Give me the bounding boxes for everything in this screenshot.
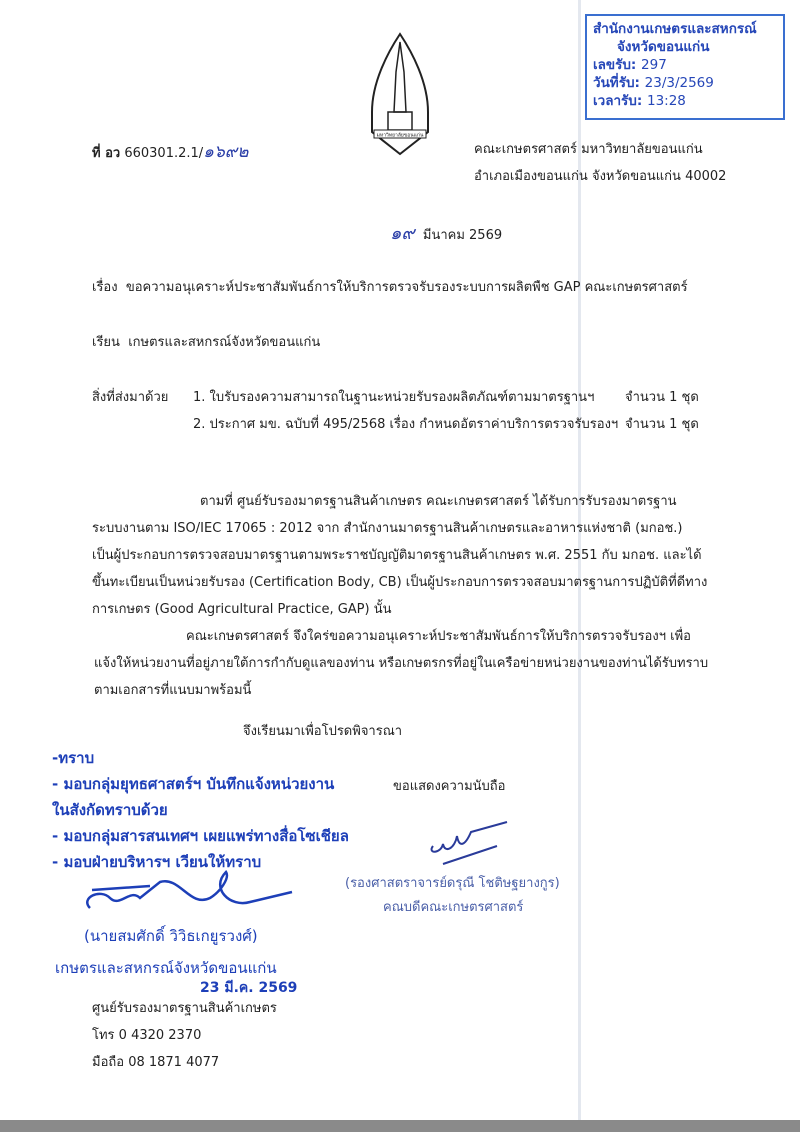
official-name: (นายสมศักดิ์ วิวิธเกยูรวงศ์)	[84, 927, 258, 945]
stamp-receive-time	[593, 92, 777, 110]
enclosures-label: สิ่งที่ส่งมาด้วย	[92, 390, 169, 405]
org-line-1: คณะเกษตรศาสตร์ มหาวิทยาลัยขอนแก่น	[474, 142, 703, 157]
contact-phone: โทร 0 4320 2370	[92, 1028, 202, 1043]
body-p1-line: ขึ้นทะเบียนเป็นหน่วยรับรอง (Certification Body, CB) เป็นผู้ประกอบการตรวจสอบมาตรฐานการปฏิบัติที่ดีทาง	[92, 575, 708, 590]
stamp-receive-no	[593, 56, 777, 74]
stamp-receive-time-value: 13:28	[646, 93, 686, 109]
letter-date-month-year: มีนาคม 2569	[422, 228, 503, 243]
dean-name: (รองศาสตราจารย์ดรุณี โชติษฐยางกูร)	[345, 876, 560, 891]
stamp-receive-date	[593, 74, 777, 92]
body-p1-line: ตามที่ ศูนย์รับรองมาตรฐานสินค้าเกษตร คณะเกษตรศาสตร์ ได้รับการรับรองมาตรฐาน	[200, 494, 677, 509]
stamp-receive-date-value: 23/3/2569	[644, 75, 714, 91]
enclosure-item: 1. ใบรับรองความสามารถในฐานะหน่วยรับรองผลิตภัณฑ์ตามมาตรฐานฯ	[193, 390, 595, 405]
org-line-2: อำเภอเมืองขอนแก่น จังหวัดขอนแก่น 40002	[474, 169, 727, 184]
scan-bottom-edge	[0, 1120, 800, 1132]
logo-text: มหาวิทยาลัยขอนแก่น	[376, 132, 424, 139]
body-p2-line: คณะเกษตรศาสตร์ จึงใคร่ขอความอนุเคราะห์ประชาสัมพันธ์การให้บริการตรวจรับรองฯ เพื่อ	[186, 629, 691, 644]
letter-date	[390, 218, 502, 247]
stamp-receive-no-label: เลขรับ:	[593, 57, 637, 73]
letter-date-day: ๑๙	[390, 223, 415, 244]
recipient-label: เรียน	[92, 335, 120, 350]
body-p2-line: แจ้งให้หน่วยงานที่อยู่ภายใต้การกำกับดูแลของท่าน หรือเกษตรกรที่อยู่ในเครือข่ายหน่วยงานของท่านได้รับทราบ	[94, 656, 709, 671]
official-signature	[80, 868, 300, 918]
reference-number-handwritten: ๑๖๙๒	[203, 142, 249, 162]
annotation-line: ในสังกัดทราบด้วย	[52, 801, 168, 819]
annotation-date: 23 มี.ค. 2569	[200, 980, 298, 996]
stamp-province: จังหวัดขอนแก่น	[617, 39, 710, 55]
annotation-line: - มอบกลุ่มยุทธศาสตร์ฯ บันทึกแจ้งหน่วยงาน	[52, 775, 335, 793]
annotation-line: - มอบฝ่ายบริหารฯ เวียนให้ทราบ	[52, 853, 262, 871]
reference-number-printed: 660301.2.1/	[124, 146, 204, 161]
body-p1-line: ระบบงานตาม ISO/IEC 17065 : 2012 จาก สำนักงานมาตรฐานสินค้าเกษตรและอาหารแห่งชาติ (มกอช.)	[92, 521, 683, 536]
closing-line: จึงเรียนมาเพื่อโปรดพิจารณา	[243, 724, 403, 739]
reference-label: ที่ อว	[92, 146, 121, 161]
dean-signature	[425, 818, 525, 868]
body-p1-line: เป็นผู้ประกอบการตรวจสอบมาตรฐานตามพระราชบัญญัติมาตรฐานสินค้าเกษตร พ.ศ. 2551 กับ มกอช. และได้	[92, 548, 702, 563]
recipient-text: เกษตรและสหกรณ์จังหวัดขอนแก่น	[128, 335, 321, 350]
reference-number	[92, 138, 248, 165]
subject-text: ขอความอนุเคราะห์ประชาสัมพันธ์การให้บริการตรวจรับรองระบบการผลิตพืช GAP คณะเกษตรศาสตร์	[125, 280, 688, 295]
university-logo	[368, 32, 432, 156]
regards: ขอแสดงความนับถือ	[393, 779, 506, 794]
enclosure-item: 2. ประกาศ มข. ฉบับที่ 495/2568 เรื่อง กำหนดอัตราค่าบริการตรวจรับรองฯ	[193, 417, 619, 432]
contact-unit: ศูนย์รับรองมาตรฐานสินค้าเกษตร	[92, 1001, 277, 1016]
stamp-receive-date-label: วันที่รับ:	[593, 75, 640, 91]
stamp-receive-time-label: เวลารับ:	[593, 93, 643, 109]
enclosure-qty: จำนวน 1 ชุด	[625, 390, 699, 405]
official-position: เกษตรและสหกรณ์จังหวัดขอนแก่น	[55, 959, 277, 977]
dean-title: คณบดีคณะเกษตรศาสตร์	[383, 900, 524, 915]
body-p1-line: การเกษตร (Good Agricultural Practice, GAP) นั้น	[92, 602, 392, 617]
annotation-line: -ทราบ	[52, 749, 95, 767]
enclosure-qty: จำนวน 1 ชุด	[625, 417, 699, 432]
stamp-office: สำนักงานเกษตรและสหกรณ์	[593, 21, 757, 37]
subject	[92, 276, 688, 297]
stamp-receive-no-value: 297	[641, 57, 667, 73]
receipt-stamp	[585, 14, 785, 120]
body-p2-line: ตามเอกสารที่แนบมาพร้อมนี้	[94, 683, 252, 698]
contact-mobile: มือถือ 08 1871 4077	[92, 1055, 220, 1070]
recipient	[92, 331, 320, 352]
annotation-line: - มอบกลุ่มสารสนเทศฯ เผยแพร่ทางสื่อโซเชียล	[52, 827, 349, 845]
subject-label: เรื่อง	[92, 280, 118, 295]
